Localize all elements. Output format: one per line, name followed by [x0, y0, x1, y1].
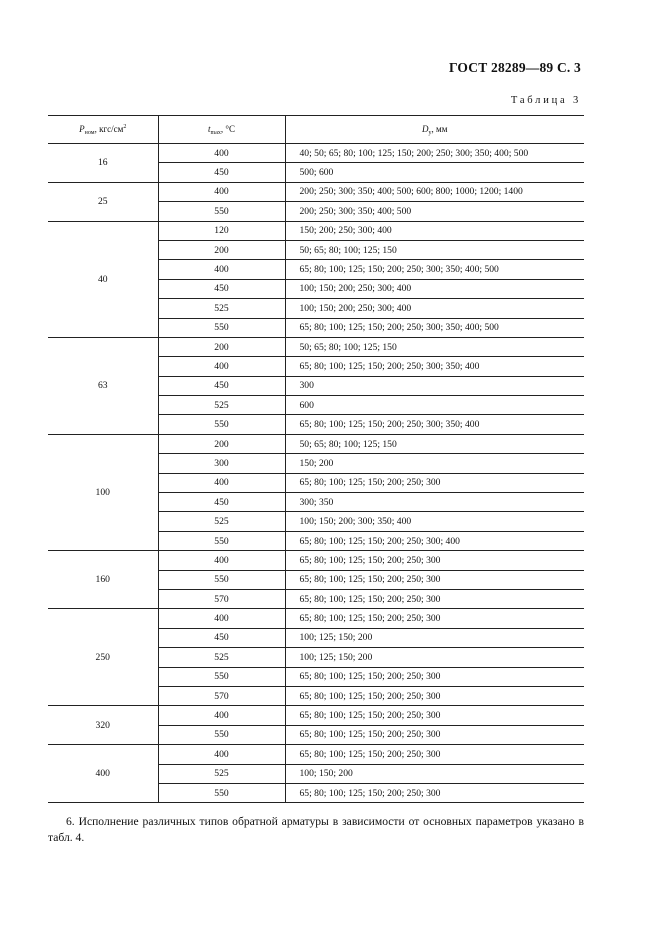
- table-caption: Таблица 3: [510, 95, 581, 106]
- temperature-cell: 550: [158, 667, 285, 686]
- diameter-cell: 40; 50; 65; 80; 100; 125; 150; 200; 250; 300; 350; 400; 500: [285, 144, 584, 163]
- diameter-cell: 100; 150; 200; 250; 300; 400: [285, 279, 584, 298]
- temperature-cell: 570: [158, 589, 285, 608]
- temperature-cell: 450: [158, 163, 285, 182]
- temperature-cell: 400: [158, 473, 285, 492]
- temperature-cell: 550: [158, 318, 285, 337]
- temperature-cell: 550: [158, 531, 285, 550]
- pressure-cell: 63: [48, 337, 158, 434]
- table-row: [48, 221, 584, 240]
- diameter-cell: 65; 80; 100; 125; 150; 200; 250; 300; 350; 400: [285, 415, 584, 434]
- diameter-cell: 50; 65; 80; 100; 125; 150: [285, 434, 584, 453]
- table-row: [48, 182, 584, 201]
- table-row: [48, 609, 584, 628]
- pressure-cell: 100: [48, 434, 158, 550]
- diameter-cell: 100; 150; 200: [285, 764, 584, 783]
- diameter-cell: 65; 80; 100; 125; 150; 200; 250; 300: [285, 706, 584, 725]
- table-row: [48, 706, 584, 725]
- diameter-cell: 300: [285, 376, 584, 395]
- diameter-cell: 50; 65; 80; 100; 125; 150: [285, 240, 584, 259]
- pressure-cell: 320: [48, 706, 158, 745]
- diameter-cell: 65; 80; 100; 125; 150; 200; 250; 300: [285, 725, 584, 744]
- pressure-cell: 25: [48, 182, 158, 221]
- diameter-cell: 65; 80; 100; 125; 150; 200; 250; 300: [285, 745, 584, 764]
- temperature-cell: 550: [158, 415, 285, 434]
- temperature-cell: 200: [158, 337, 285, 356]
- temperature-cell: 400: [158, 144, 285, 163]
- diameter-cell: 100; 150; 200; 300; 350; 400: [285, 512, 584, 531]
- temperature-cell: 550: [158, 725, 285, 744]
- header-temperature: $t_{max}$, °C: [158, 116, 285, 144]
- diameter-cell: 300; 350: [285, 493, 584, 512]
- diameter-cell: 65; 80; 100; 125; 150; 200; 250; 300: [285, 609, 584, 628]
- diameter-cell: 65; 80; 100; 125; 150; 200; 250; 300: [285, 570, 584, 589]
- table-header-row: [48, 116, 584, 144]
- table-row: [48, 551, 584, 570]
- pressure-cell: 16: [48, 144, 158, 183]
- diameter-cell: 500; 600: [285, 163, 584, 182]
- table-row: [48, 144, 584, 163]
- diameter-cell: 200; 250; 300; 350; 400; 500: [285, 202, 584, 221]
- diameter-cell: 100; 150; 200; 250; 300; 400: [285, 299, 584, 318]
- temperature-cell: 450: [158, 279, 285, 298]
- temperature-cell: 400: [158, 357, 285, 376]
- temperature-cell: 525: [158, 396, 285, 415]
- temperature-cell: 400: [158, 609, 285, 628]
- temperature-cell: 525: [158, 512, 285, 531]
- diameter-cell: 200; 250; 300; 350; 400; 500; 600; 800; 1000; 1200; 1400: [285, 182, 584, 201]
- diameter-cell: 65; 80; 100; 125; 150; 200; 250; 300; 350; 400; 500: [285, 318, 584, 337]
- diameter-cell: 600: [285, 396, 584, 415]
- diameter-cell: 65; 80; 100; 125; 150; 200; 250; 300: [285, 473, 584, 492]
- diameter-cell: 65; 80; 100; 125; 150; 200; 250; 300; 350; 400: [285, 357, 584, 376]
- temperature-cell: 450: [158, 376, 285, 395]
- diameter-cell: 65; 80; 100; 125; 150; 200; 250; 300; 350; 400; 500: [285, 260, 584, 279]
- temperature-cell: 120: [158, 221, 285, 240]
- temperature-cell: 300: [158, 454, 285, 473]
- temperature-cell: 525: [158, 299, 285, 318]
- temperature-cell: 550: [158, 783, 285, 802]
- header-pressure: $P_{ном}$, кгс/$см^2$: [48, 116, 158, 144]
- temperature-cell: 450: [158, 493, 285, 512]
- temperature-cell: 400: [158, 260, 285, 279]
- pressure-cell: 400: [48, 745, 158, 803]
- temperature-cell: 550: [158, 202, 285, 221]
- diameter-cell: 65; 80; 100; 125; 150; 200; 250; 300: [285, 783, 584, 802]
- temperature-cell: 525: [158, 764, 285, 783]
- table-row: [48, 745, 584, 764]
- diameter-cell: 100; 125; 150; 200: [285, 648, 584, 667]
- temperature-cell: 400: [158, 551, 285, 570]
- diameter-cell: 65; 80; 100; 125; 150; 200; 250; 300: [285, 551, 584, 570]
- diameter-cell: 150; 200: [285, 454, 584, 473]
- diameter-cell: 150; 200; 250; 300; 400: [285, 221, 584, 240]
- pressure-cell: 250: [48, 609, 158, 706]
- diameter-cell: 50; 65; 80; 100; 125; 150: [285, 337, 584, 356]
- temperature-cell: 200: [158, 434, 285, 453]
- diameter-cell: 65; 80; 100; 125; 150; 200; 250; 300: [285, 667, 584, 686]
- parameters-table: [48, 115, 584, 803]
- temperature-cell: 550: [158, 570, 285, 589]
- temperature-cell: 200: [158, 240, 285, 259]
- table-body: [48, 144, 584, 803]
- temperature-cell: 400: [158, 182, 285, 201]
- temperature-cell: 570: [158, 686, 285, 705]
- pressure-cell: 160: [48, 551, 158, 609]
- diameter-cell: 100; 125; 150; 200: [285, 628, 584, 647]
- temperature-cell: 400: [158, 745, 285, 764]
- diameter-cell: 65; 80; 100; 125; 150; 200; 250; 300; 400: [285, 531, 584, 550]
- page-header: ГОСТ 28289—89 С. 3: [448, 60, 581, 75]
- table-row: [48, 337, 584, 356]
- header-diameter: $D_y$, мм: [285, 116, 584, 144]
- temperature-cell: 450: [158, 628, 285, 647]
- diameter-cell: 65; 80; 100; 125; 150; 200; 250; 300: [285, 686, 584, 705]
- note-paragraph: 6. Исполнение различных типов обратной арматуры в зависимости от основных параметров указано в табл. 4.: [48, 815, 584, 844]
- temperature-cell: 400: [158, 706, 285, 725]
- table-row: [48, 434, 584, 453]
- diameter-cell: 65; 80; 100; 125; 150; 200; 250; 300: [285, 589, 584, 608]
- temperature-cell: 525: [158, 648, 285, 667]
- pressure-cell: 40: [48, 221, 158, 337]
